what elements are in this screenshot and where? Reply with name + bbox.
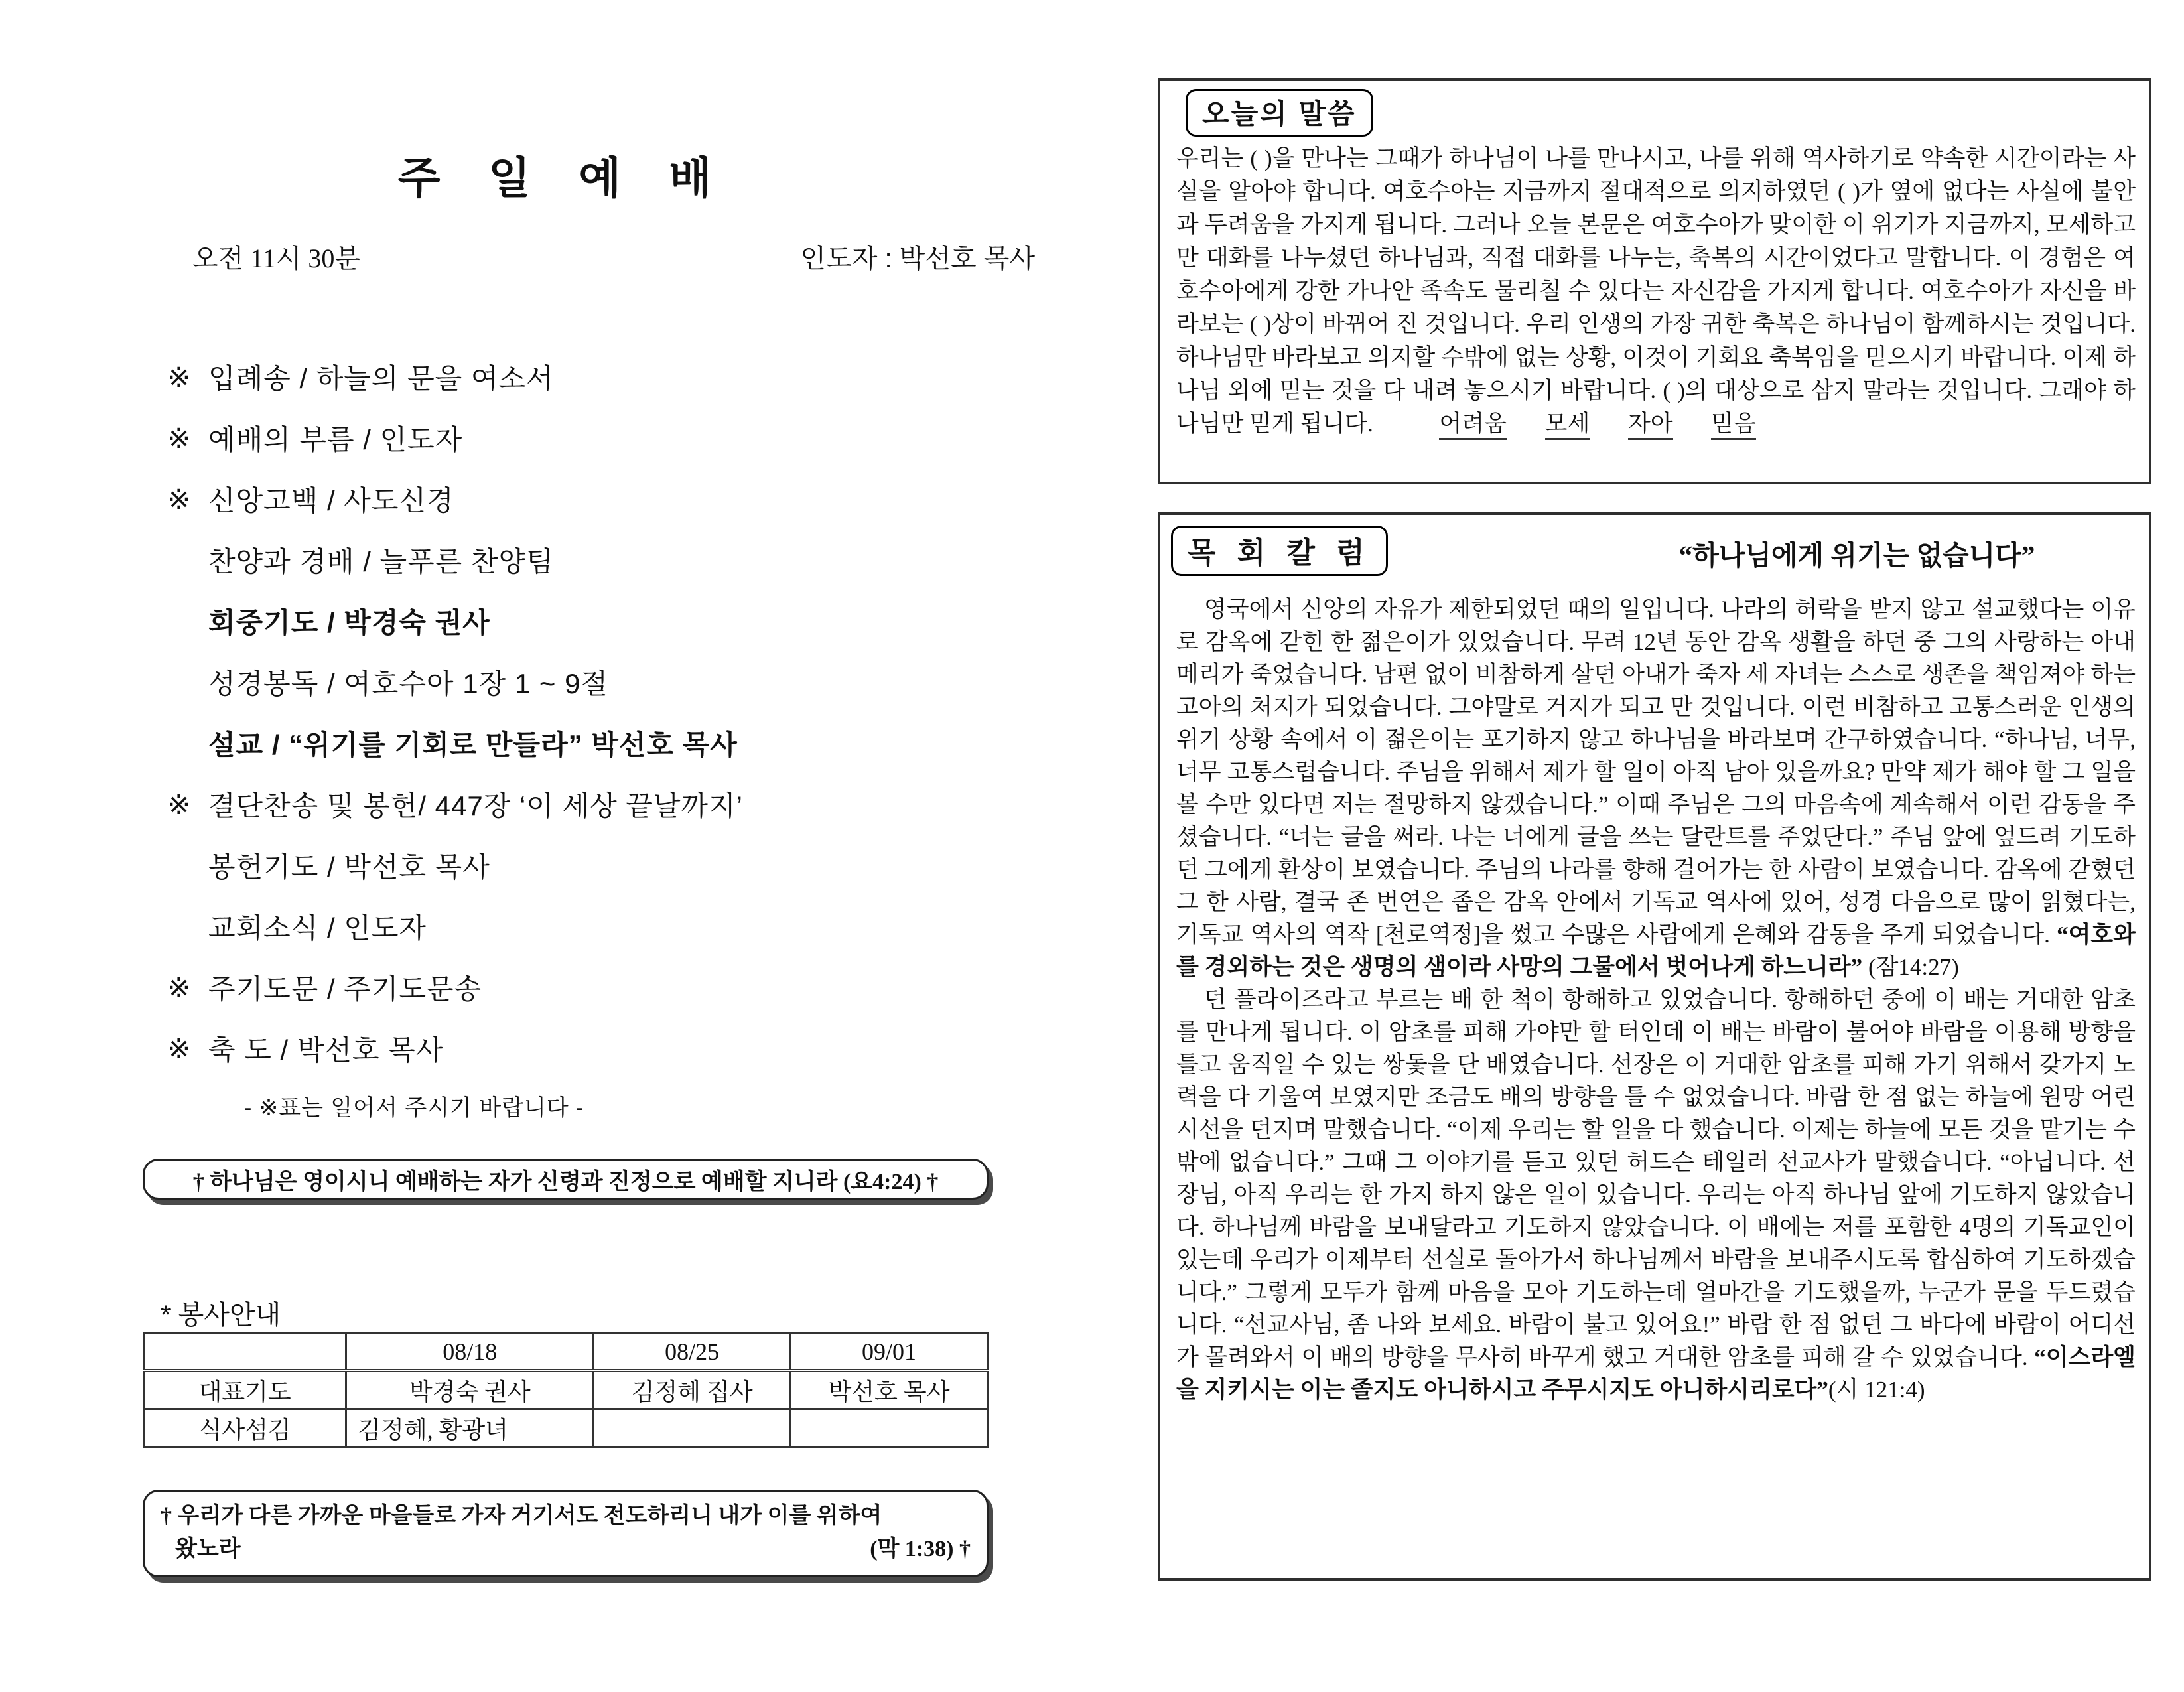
- duty-cell: 박선호 목사: [791, 1371, 988, 1409]
- worship-item: [167, 468, 1096, 529]
- pastoral-column-section: [1158, 512, 2151, 1581]
- worship-item-label: 설교 / “위기를 기회로 만들라” 박선호 목사: [208, 729, 738, 760]
- service-guide-title: * 봉사안내: [161, 1301, 281, 1330]
- duty-cell: [594, 1409, 791, 1447]
- column-paragraph-2-ref: (시 121:4): [1828, 1377, 1925, 1403]
- answer-word: 믿음: [1711, 411, 1756, 440]
- verse-banner-bottom-line1: † 우리가 다른 가까운 마을들로 가자 거기서도 전도하리니 내가 이를 위하여: [161, 1504, 882, 1528]
- order-of-service: [167, 346, 1096, 1079]
- todays-word-label: 오늘의 말씀: [1186, 89, 1373, 137]
- worship-item: [167, 652, 1096, 713]
- duty-cell: 박경숙 권사: [346, 1371, 594, 1409]
- duty-cell: 식사섬김: [144, 1409, 346, 1447]
- verse-banner-bottom-line2: [161, 1533, 971, 1566]
- duty-header-cell: 09/01: [791, 1334, 988, 1371]
- column-paragraph-1-ref: (잠14:27): [1862, 954, 1959, 980]
- answer-word: 자아: [1628, 411, 1673, 440]
- duty-header-cell: [144, 1334, 346, 1371]
- duty-table: [143, 1332, 989, 1448]
- standing-marker: ※: [167, 971, 192, 1003]
- worship-item: [167, 407, 1096, 468]
- worship-item-label: 성경봉독 / 여호수아 1장 1 ~ 9절: [208, 668, 609, 699]
- column-paragraph-2-text: 던 플라이즈라고 부르는 배 한 척이 항해하고 있었습니다. 항해하던 중에 이 배는 거대한 암초를 만나게 됩니다. 이 암초를 피해 가야만 할 터인데 이 배는 바람이 불어야 바람을 이용해 방향을 틀고 움직일 수 있는 쌍돛을 단 배였습니다. 선장은 이 거대한 암초를 피해 가기 위해서 갖가지 노력을 다 기울여 보였지만 조금도 배의 방향을 틀 수 없었습니다. 바람 한 점 없는 하늘에 원망 어린 시선을 던지며 말했습니다. “이제 우리는 할 일을 다 했습니다. 이제는 하늘에 모든 것을 맡기는 수밖에 없습니다.” 그때 그 이야기를 듣고 있던 허드슨 테일러 선교사가 말했습니다. “아닙니다. 선장님, 아직 우리는 한 가지 하지 않은 일이 있습니다. 우리는 아직 하나님 앞에 기도하지 않았습니다. 하나님께 바람을 보내달라고 기도하지 않았습니다. 이 배에는 저를 포함한 4명의 기독교인이 있는데 우리가 이제부터 선실로 돌아가서 하나님께서 바람을 보내주시도록 합심하여 기도하겠습니다.” 그렇게 모두가 함께 마음을 모아 기도하는데 얼마간을 기도했을까, 누군가 문을 두드렸습니다. “선교사님, 좀 나와 보세요. 바람이 불고 있어요!” 바람 한 점 없던 그 바다에 바람이 어디선가 몰려와서 이 배의 방향을 무사히 바꾸게 했고 거대한 암초를 피해 갈 수 있었습니다.: [1176, 987, 2136, 1370]
- standing-marker: ※: [167, 483, 192, 515]
- verse-banner-bottom-text: 왔노라: [175, 1537, 241, 1561]
- column-paragraph-2: [1176, 983, 2136, 1406]
- standing-marker: ※: [167, 1032, 192, 1064]
- verse-banner-top: [143, 1159, 989, 1200]
- todays-word-text: 우리는 ( )을 만나는 그때가 하나님이 나를 만나시고, 나를 위해 역사하기로 약속한 시간이라는 사실을 알아야 합니다. 여호수아는 지금까지 절대적으로 의지하였던 ( )가 옆에 없다는 사실에 불안과 두려움을 가지게 됩니다. 그러나 오늘 본문은 여호수아가 맞이한 이 위기가 지금까지, 모세하고만 대화를 나누셨던 하나님과, 직접 대화를 나누는, 축복의 시간이었다고 말합니다. 이 경험은 여호수아에게 강한 가나안 족속도 물리칠 수 있다는 자신감을 가지게 합니다. 여호수아가 자신을 바라보는 ( )상이 바뀌어 진 것입니다. 우리 인생의 가장 귀한 축복은 하나님이 함께하시는 것입니다. 하나님만 바라보고 의지할 수밖에 없는 상황, 이것이 기회요 축복임을 믿으시기 바랍니다. 이제 하나님 외에 믿는 것을 다 내려 놓으시기 바랍니다. ( )의 대상으로 삼지 말라는 것입니다. 그래야 하나님만 믿게 됩니다.: [1176, 145, 2136, 437]
- worship-item-label: 주기도문 / 주기도문송: [208, 973, 482, 1005]
- service-time: 오전 11시 30분: [192, 244, 361, 273]
- column-paragraph-2-verse: “이스라엘을 지키시는 이는 졸지도 아니하시고 주무시지도 아니하시리로다”: [1176, 1344, 2136, 1403]
- pastoral-column-title: “하나님에게 위기는 없습니다”: [1678, 540, 2035, 571]
- worship-item-label: 교회소식 / 인도자: [208, 912, 427, 944]
- worship-item-label: 신앙고백 / 사도신경: [208, 485, 454, 516]
- answer-word: 모세: [1545, 411, 1590, 440]
- worship-item: [167, 346, 1096, 407]
- worship-item: [167, 957, 1096, 1018]
- standing-note: - ※표는 일어서 주시기 바랍니다 -: [244, 1095, 584, 1121]
- column-paragraph-1-text: 영국에서 신앙의 자유가 제한되었던 때의 일입니다. 나라의 허락을 받지 않고 설교했다는 이유로 감옥에 갇힌 한 젊은이가 있었습니다. 무려 12년 동안 감옥 생활을 하던 중 그의 사랑하는 아내 메리가 죽었습니다. 남편 없이 비참하게 살던 아내가 죽자 세 자녀는 스스로 생존을 책임져야 하는 고아의 처지가 되었습니다. 그야말로 거지가 되고 만 것입니다. 이런 비참하고 고통스러운 인생의 위기 상황 속에서 이 젊은이는 포기하지 않고 하나님을 바라보며 간구하였습니다. “하나님, 너무, 너무 고통스럽습니다. 주님을 위해서 제가 할 일이 아직 남아 있을까요? 만약 제가 해야 할 그 일을 볼 수만 있다면 저는 절망하지 않겠습니다.” 이때 주님은 그의 마음속에 계속해서 이런 감동을 주셨습니다. “너는 글을 써라. 나는 너에게 글을 쓰는 달란트를 주었단다.” 주님 앞에 엎드려 기도하던 그에게 환상이 보였습니다. 주님의 나라를 향해 걸어가는 한 사람이 보였습니다. 감옥에 갇혔던 그 한 사람, 결국 존 번연은 좁은 감옥 안에서 기독교 역사에 있어, 성경 다음으로 많이 읽혔다는, 기독교 역사의 역작 [천로역정]을 썼고 수많은 사람에게 은혜와 감동을 주게 되었습니다.: [1176, 597, 2136, 948]
- duty-cell: [791, 1409, 988, 1447]
- page-title: 주 일 예 배: [397, 155, 730, 203]
- standing-marker: ※: [167, 788, 192, 820]
- duty-cell: 김정혜 집사: [594, 1371, 791, 1409]
- worship-item: [167, 835, 1096, 896]
- worship-item: [167, 1018, 1096, 1079]
- answer-word: 어려움: [1439, 411, 1506, 440]
- worship-item-label: 봉헌기도 / 박선호 목사: [208, 851, 490, 882]
- standing-marker: ※: [167, 361, 192, 393]
- worship-item-label: 예배의 부름 / 인도자: [208, 424, 463, 455]
- worship-item: [167, 529, 1096, 591]
- duty-cell: 대표기도: [144, 1371, 346, 1409]
- table-row: [144, 1409, 988, 1447]
- worship-item: [167, 713, 1096, 774]
- service-leader: 인도자 : 박선호 목사: [800, 244, 1035, 273]
- duty-table-header-row: [144, 1334, 988, 1371]
- verse-banner-bottom-ref: (막 1:38) †: [870, 1537, 971, 1561]
- verse-banner-bottom: [143, 1490, 989, 1577]
- duty-header-cell: 08/18: [346, 1334, 594, 1371]
- column-paragraph-1-verse: “여호와를 경외하는 것은 생명의 샘이라 사망의 그물에서 벗어나게 하느니라”: [1176, 922, 2136, 980]
- worship-item: [167, 896, 1096, 957]
- todays-word-body: [1176, 142, 2136, 441]
- worship-item-label: 입례송 / 하늘의 문을 여소서: [208, 363, 554, 394]
- worship-item-label: 결단찬송 및 봉헌/ 447장 ‘이 세상 끝날까지’: [208, 790, 744, 821]
- table-row: [144, 1371, 988, 1409]
- worship-item-label: 축 도 / 박선호 목사: [208, 1034, 444, 1066]
- worship-item: [167, 591, 1096, 652]
- duty-cell: 김정혜, 황광녀: [346, 1409, 594, 1447]
- todays-word-section: [1158, 78, 2151, 484]
- pastoral-column-body: [1176, 593, 2136, 1406]
- column-paragraph-1: [1176, 593, 2136, 983]
- service-info-row: [192, 238, 1035, 275]
- worship-item-label: 찬양과 경배 / 늘푸른 찬양팀: [208, 546, 554, 577]
- standing-marker: ※: [167, 422, 192, 454]
- verse-banner-top-text: † 하나님은 영이시니 예배하는 자가 신령과 진정으로 예배할 지니라 (요4:24) †: [192, 1169, 939, 1194]
- worship-item: [167, 774, 1096, 835]
- worship-item-label: 회중기도 / 박경숙 권사: [208, 607, 490, 638]
- duty-header-cell: 08/25: [594, 1334, 791, 1371]
- pastoral-column-label: 목 회 칼 럼: [1171, 526, 1388, 576]
